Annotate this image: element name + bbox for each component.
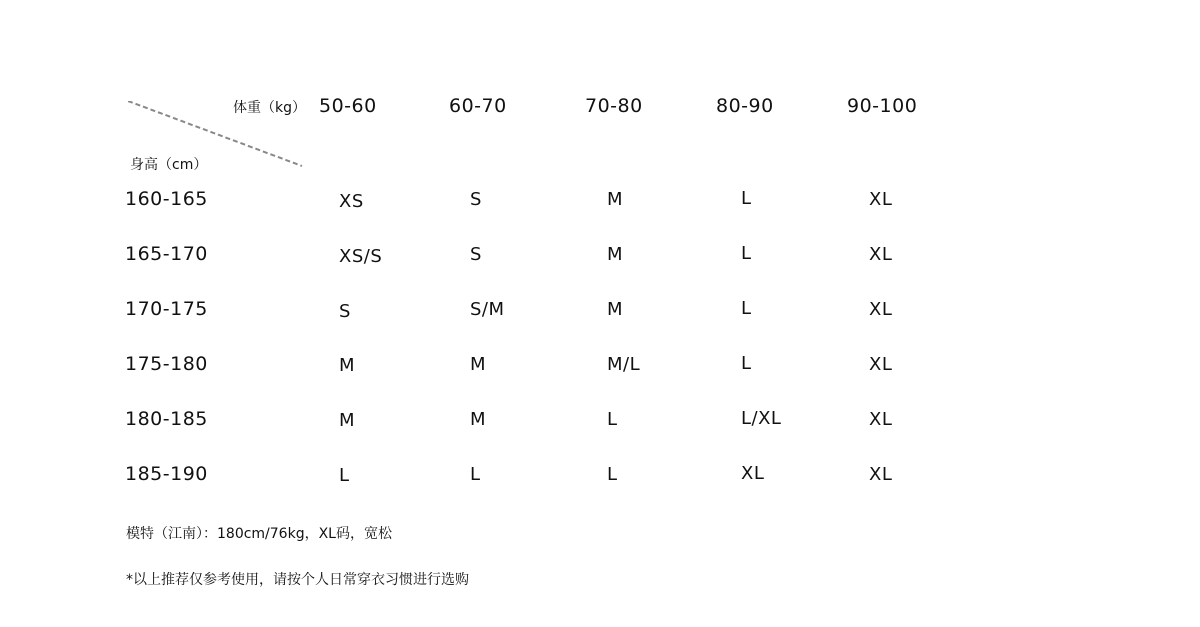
size-cell: L [741,243,752,264]
size-cell: M/L [607,354,641,375]
size-cell: L [741,353,752,374]
size-cell: M [470,409,487,430]
size-cell: XL [869,409,893,430]
size-cell: XL [869,464,893,485]
height-range-header: 180-185 [125,408,208,430]
size-cell: S [470,189,482,210]
size-cell: XL [869,244,893,265]
weight-axis-label: 体重（kg） [233,100,306,116]
size-cell: L [741,298,752,319]
height-axis-label: 身高（cm） [130,157,208,173]
size-cell: L [470,464,481,485]
size-cell: L/XL [741,408,782,429]
size-cell: M [470,354,487,375]
size-cell: L [607,409,618,430]
size-cell: M [607,299,624,320]
size-cell: M [607,244,624,265]
size-cell: XS/S [339,246,383,267]
size-cell: XL [869,189,893,210]
weight-range-header: 90-100 [847,95,918,117]
height-range-header: 165-170 [125,243,208,265]
disclaimer-note: *以上推荐仅参考使用，请按个人日常穿衣习惯进行选购 [126,572,469,588]
weight-range-header: 60-70 [449,95,507,117]
size-cell: L [741,188,752,209]
model-note: 模特（江南）：180cm/76kg，XL码，宽松 [126,526,392,542]
size-cell: XS [339,191,364,212]
size-cell: XL [741,463,765,484]
size-cell: M [339,410,356,431]
size-cell: S/M [470,299,505,320]
size-cell: XL [869,299,893,320]
size-cell: XL [869,354,893,375]
height-range-header: 175-180 [125,353,208,375]
size-cell: M [339,355,356,376]
height-range-header: 185-190 [125,463,208,485]
size-cell: M [607,189,624,210]
size-cell: L [607,464,618,485]
height-range-header: 160-165 [125,188,208,210]
weight-range-header: 70-80 [585,95,643,117]
size-cell: S [470,244,482,265]
height-range-header: 170-175 [125,298,208,320]
size-cell: S [339,301,351,322]
weight-range-header: 50-60 [319,95,377,117]
weight-range-header: 80-90 [716,95,774,117]
size-cell: L [339,465,350,486]
